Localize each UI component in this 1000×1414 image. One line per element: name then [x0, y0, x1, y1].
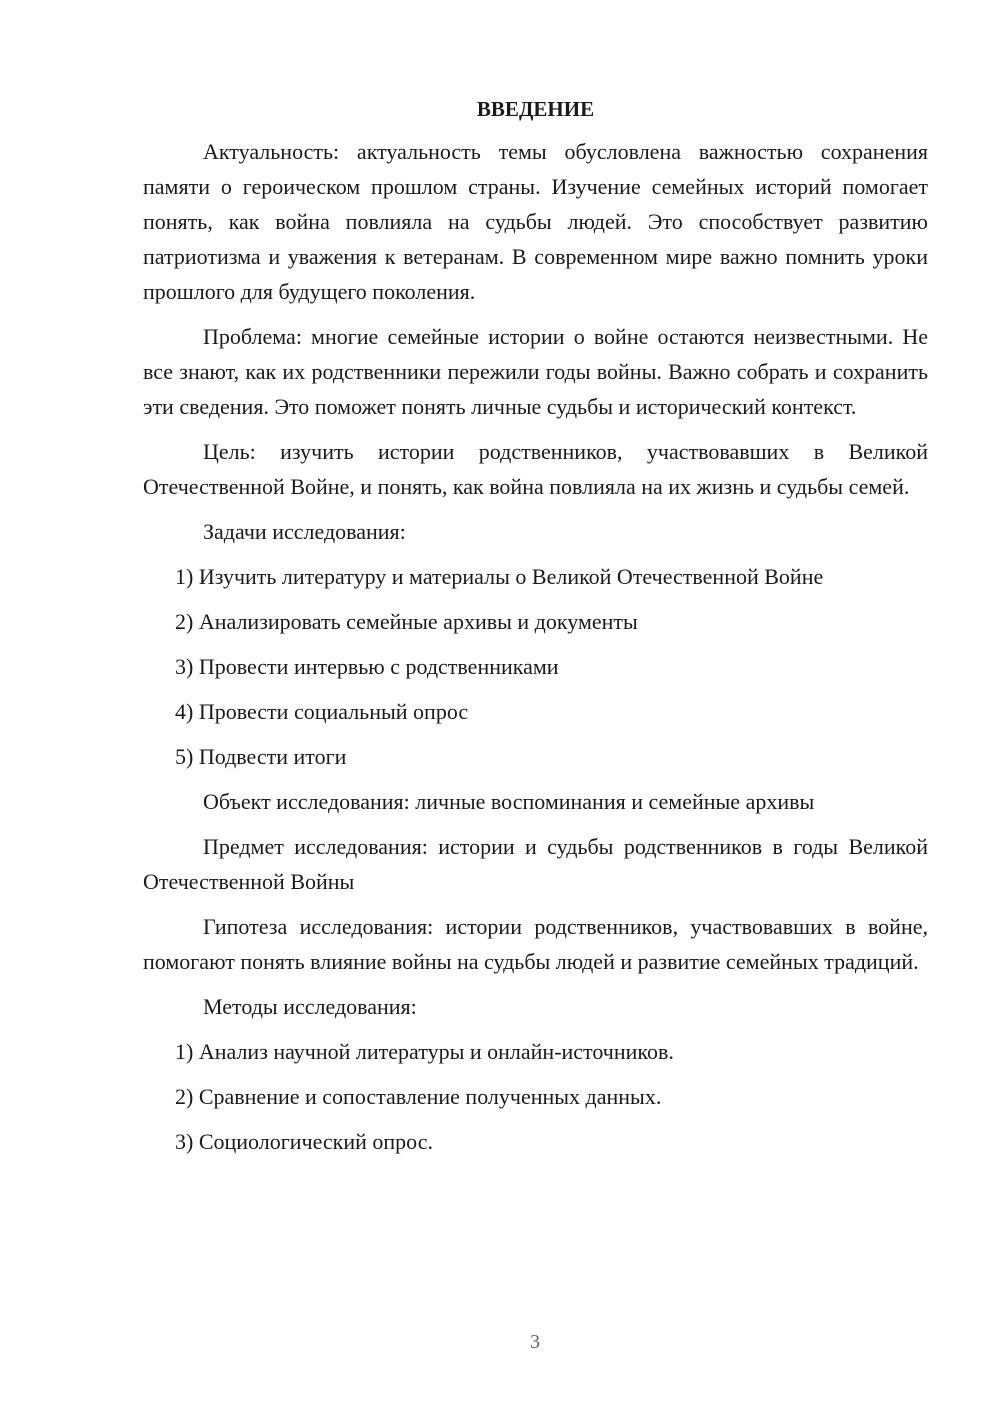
- method-item: 1) Анализ научной литературы и онлайн-источников.: [175, 1039, 674, 1064]
- method-item: 3) Социологический опрос.: [175, 1129, 433, 1154]
- task-item: 2) Анализировать семейные архивы и документы: [175, 609, 638, 634]
- methods-heading: Методы исследования:: [203, 994, 417, 1019]
- goal-paragraph: Цель: изучить истории родственников, участвовавших в Великой Отечественной Войне, и понять, как война повлияла на их жизнь и судьбы семей.: [143, 439, 928, 499]
- hypothesis-paragraph: Гипотеза исследования: истории родственников, участвовавших в войне, помогают понять влияние войны на судьбы людей и развитие семейных традиций.: [143, 914, 928, 974]
- object-paragraph: Объект исследования: личные воспоминания и семейные архивы: [203, 789, 815, 814]
- task-item: 4) Провести социальный опрос: [175, 699, 469, 724]
- task-item: 5) Подвести итоги: [175, 744, 347, 769]
- page-title: ВВЕДЕНИЕ: [476, 97, 595, 121]
- task-item: 1) Изучить литературу и материалы о Великой Отечественной Войне: [175, 564, 824, 589]
- relevance-paragraph: Актуальность: актуальность темы обусловлена важностью сохранения памяти о героическом прошлом страны. Изучение семейных историй помогает понять, как война повлияла на судьбы людей. Это способствует развитию патриотизма и уважения к ветеранам. В современном мире важно помнить уроки прошлого для будущего поколения.: [143, 139, 928, 304]
- document-page: [143, 92, 928, 1169]
- subject-paragraph: Предмет исследования: истории и судьбы родственников в годы Великой Отечественной Войны: [143, 834, 928, 894]
- method-item: 2) Сравнение и сопоставление полученных данных.: [175, 1084, 662, 1109]
- problem-paragraph: Проблема: многие семейные истории о войне остаются неизвестными. Не все знают, как их родственники пережили годы войны. Важно собрать и сохранить эти сведения. Это поможет понять личные судьбы и исторический контекст.: [143, 324, 928, 419]
- task-item: 3) Провести интервью с родственниками: [175, 654, 559, 679]
- page-number: 3: [530, 1331, 540, 1353]
- tasks-heading: Задачи исследования:: [203, 519, 406, 544]
